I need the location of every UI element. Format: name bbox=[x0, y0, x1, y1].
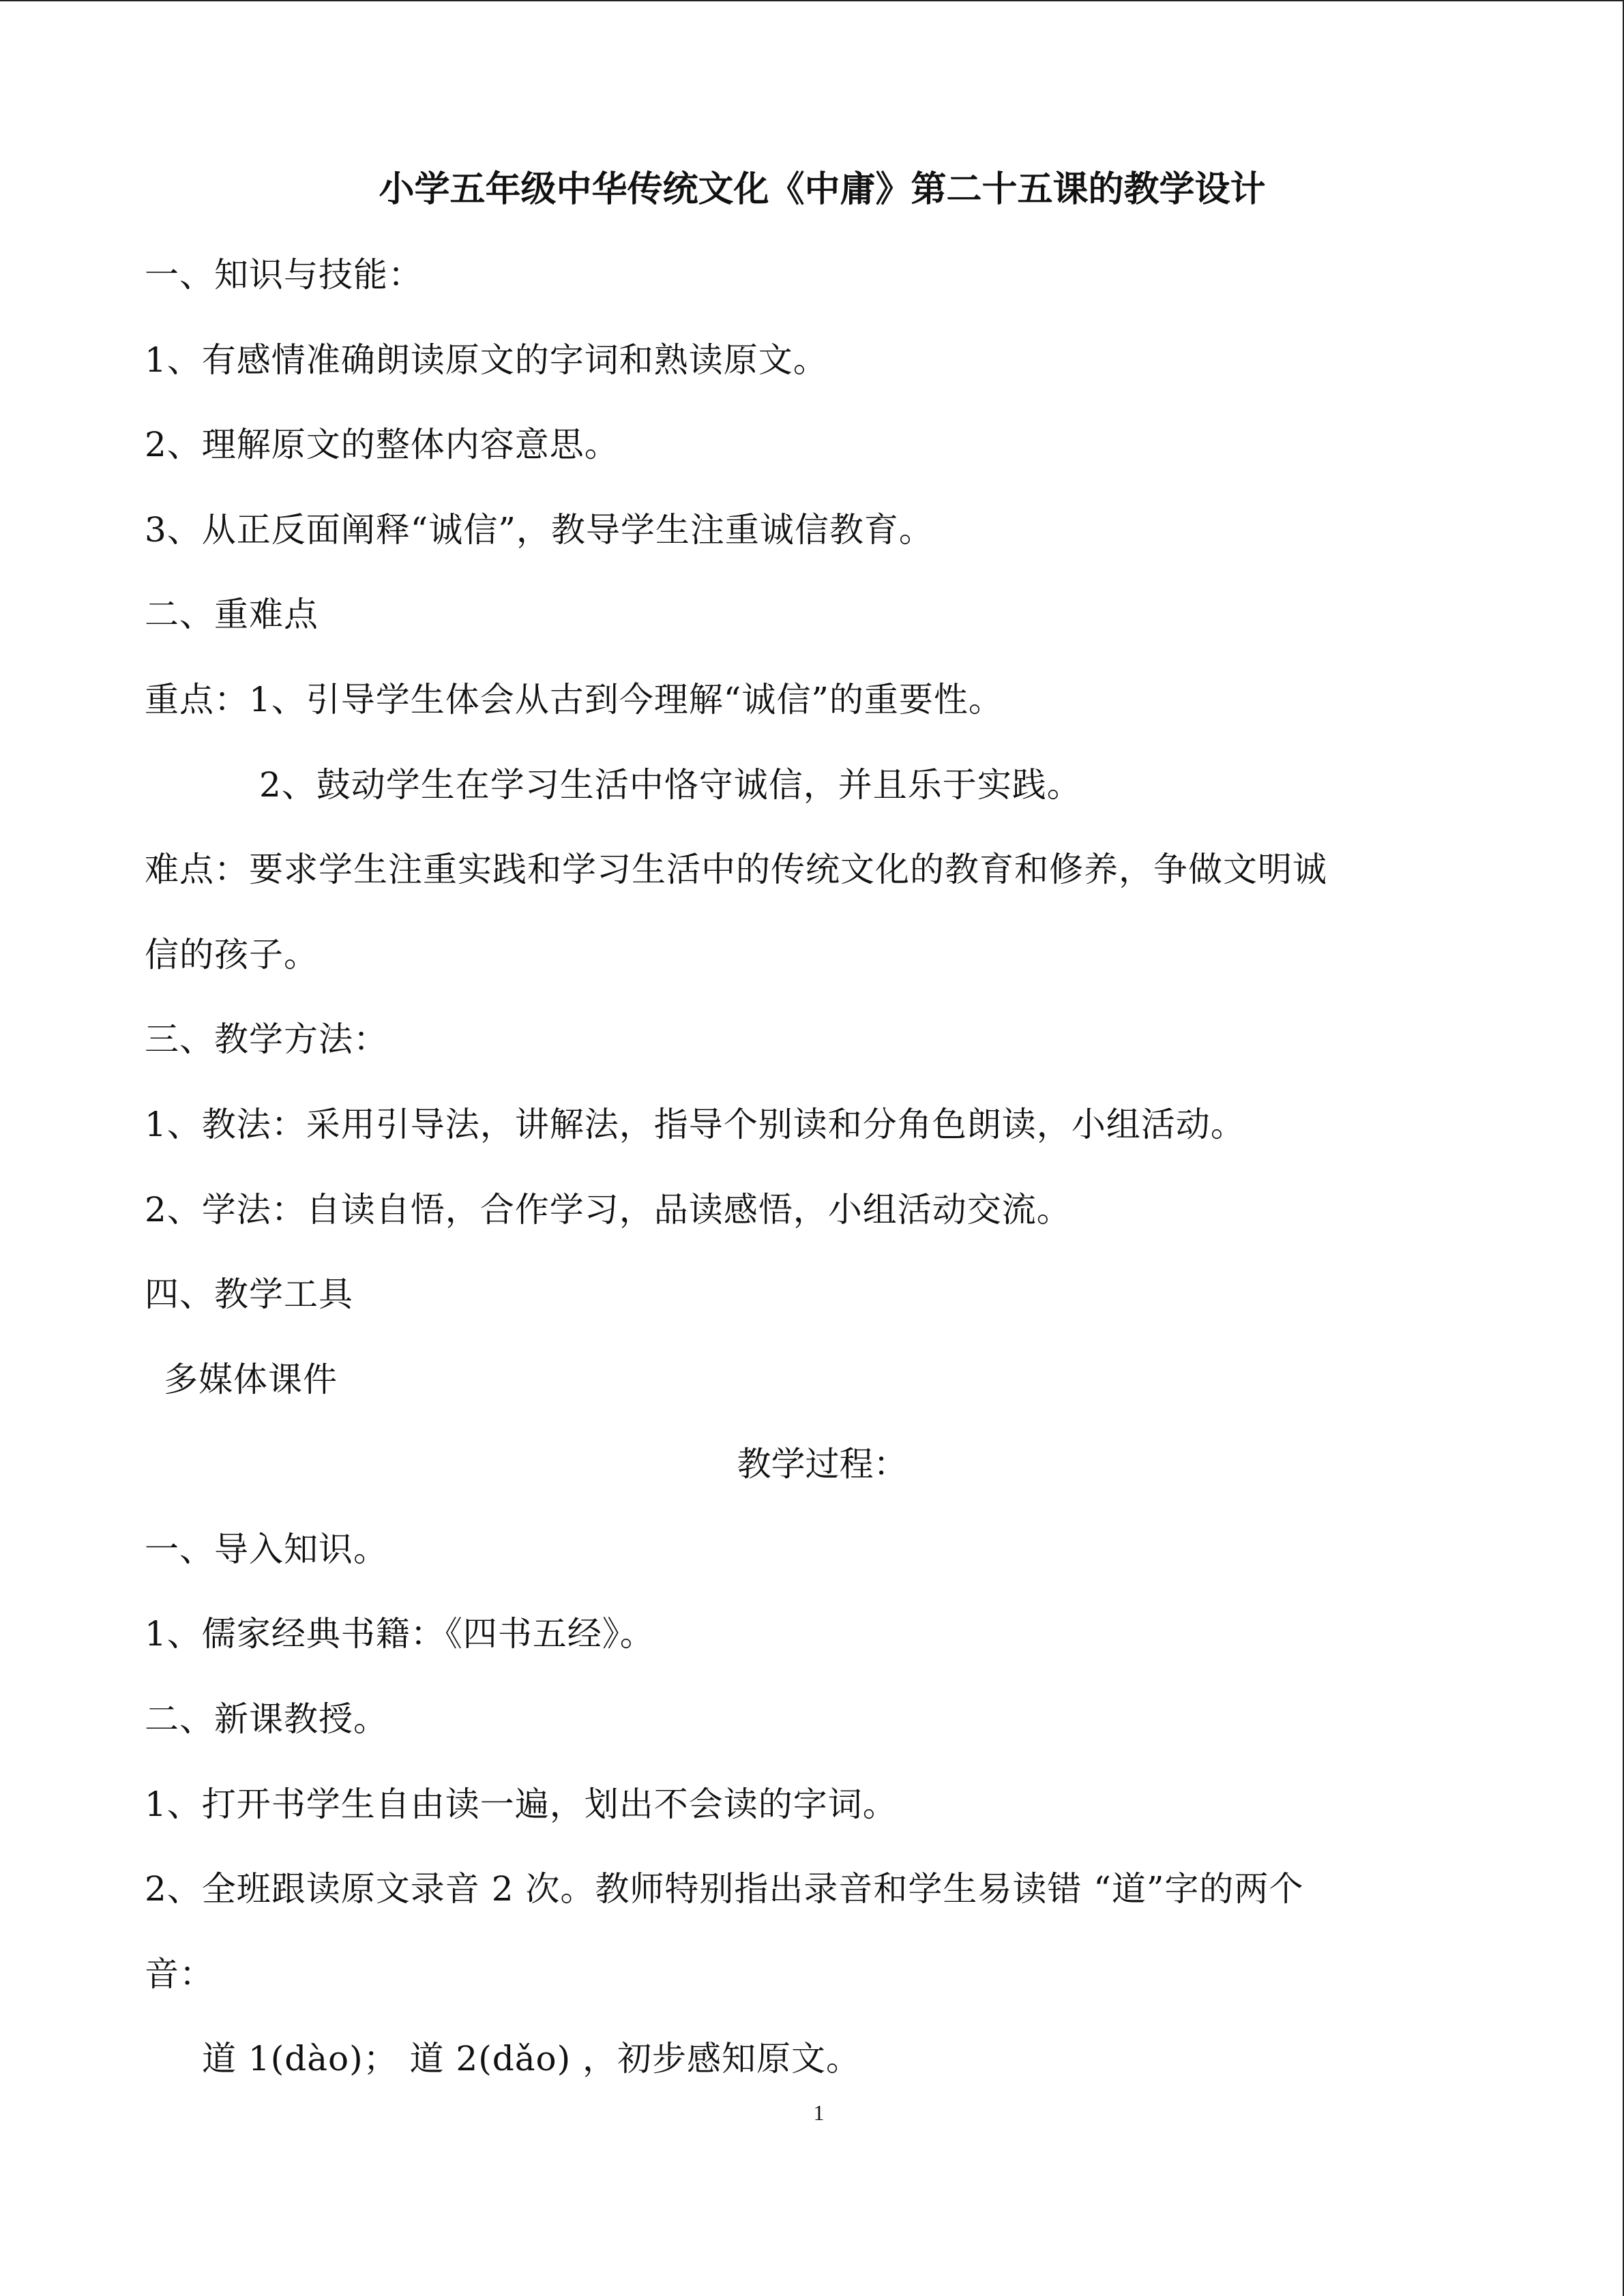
tool-item: 多媒体课件 bbox=[164, 1360, 338, 1399]
list-item: 1、有感情准确朗读原文的字词和熟读原文。 bbox=[145, 340, 828, 380]
section-heading-key-points: 二、重难点 bbox=[145, 595, 319, 634]
key-point-1: 重点：1、引导学生体会从古到今理解“诚信”的重要性。 bbox=[145, 680, 1003, 719]
process-heading: 教学过程： bbox=[737, 1444, 908, 1484]
section-heading-knowledge-skills: 一、知识与技能： bbox=[145, 255, 423, 295]
section-heading-tools: 四、教学工具 bbox=[145, 1274, 353, 1314]
key-point-2: 2、鼓动学生在学习生活中恪守诚信，并且乐于实践。 bbox=[259, 765, 1082, 805]
list-item: 3、从正反面阐释“诚信”，教导学生注重诚信教育。 bbox=[145, 510, 934, 550]
difficult-point: 难点：要求学生注重实践和学习生活中的传统文化的教育和修养，争做文明诚 bbox=[145, 850, 1327, 889]
list-item: 1、打开书学生自由读一遍，划出不会读的字词。 bbox=[145, 1785, 898, 1824]
document-title: 小学五年级中华传统文化《中庸》第二十五课的教学设计 bbox=[379, 168, 1266, 210]
section-heading-intro: 一、导入知识。 bbox=[145, 1530, 388, 1569]
list-item: 1、儒家经典书籍：《四书五经》。 bbox=[145, 1614, 655, 1654]
list-item-continued: 音： bbox=[145, 1954, 214, 1994]
list-item: 2、理解原文的整体内容意思。 bbox=[145, 425, 619, 464]
pronunciation-line: 道 1(dào)； 道 2(dǎo) ，初步感知原文。 bbox=[202, 2039, 861, 2078]
page-number: 1 bbox=[813, 2100, 825, 2125]
list-item: 2、学法：自读自悟，合作学习，品读感悟，小组活动交流。 bbox=[145, 1190, 1072, 1229]
section-heading-methods: 三、教学方法： bbox=[145, 1019, 388, 1059]
list-item: 2、全班跟读原文录音 2 次。教师特别指出录音和学生易读错 “道”字的两个 bbox=[145, 1869, 1304, 1909]
list-item: 1、教法：采用引导法，讲解法，指导个别读和分角色朗读，小组活动。 bbox=[145, 1105, 1245, 1144]
section-heading-new-lesson: 二、新课教授。 bbox=[145, 1699, 388, 1739]
difficult-point-continued: 信的孩子。 bbox=[145, 935, 319, 974]
